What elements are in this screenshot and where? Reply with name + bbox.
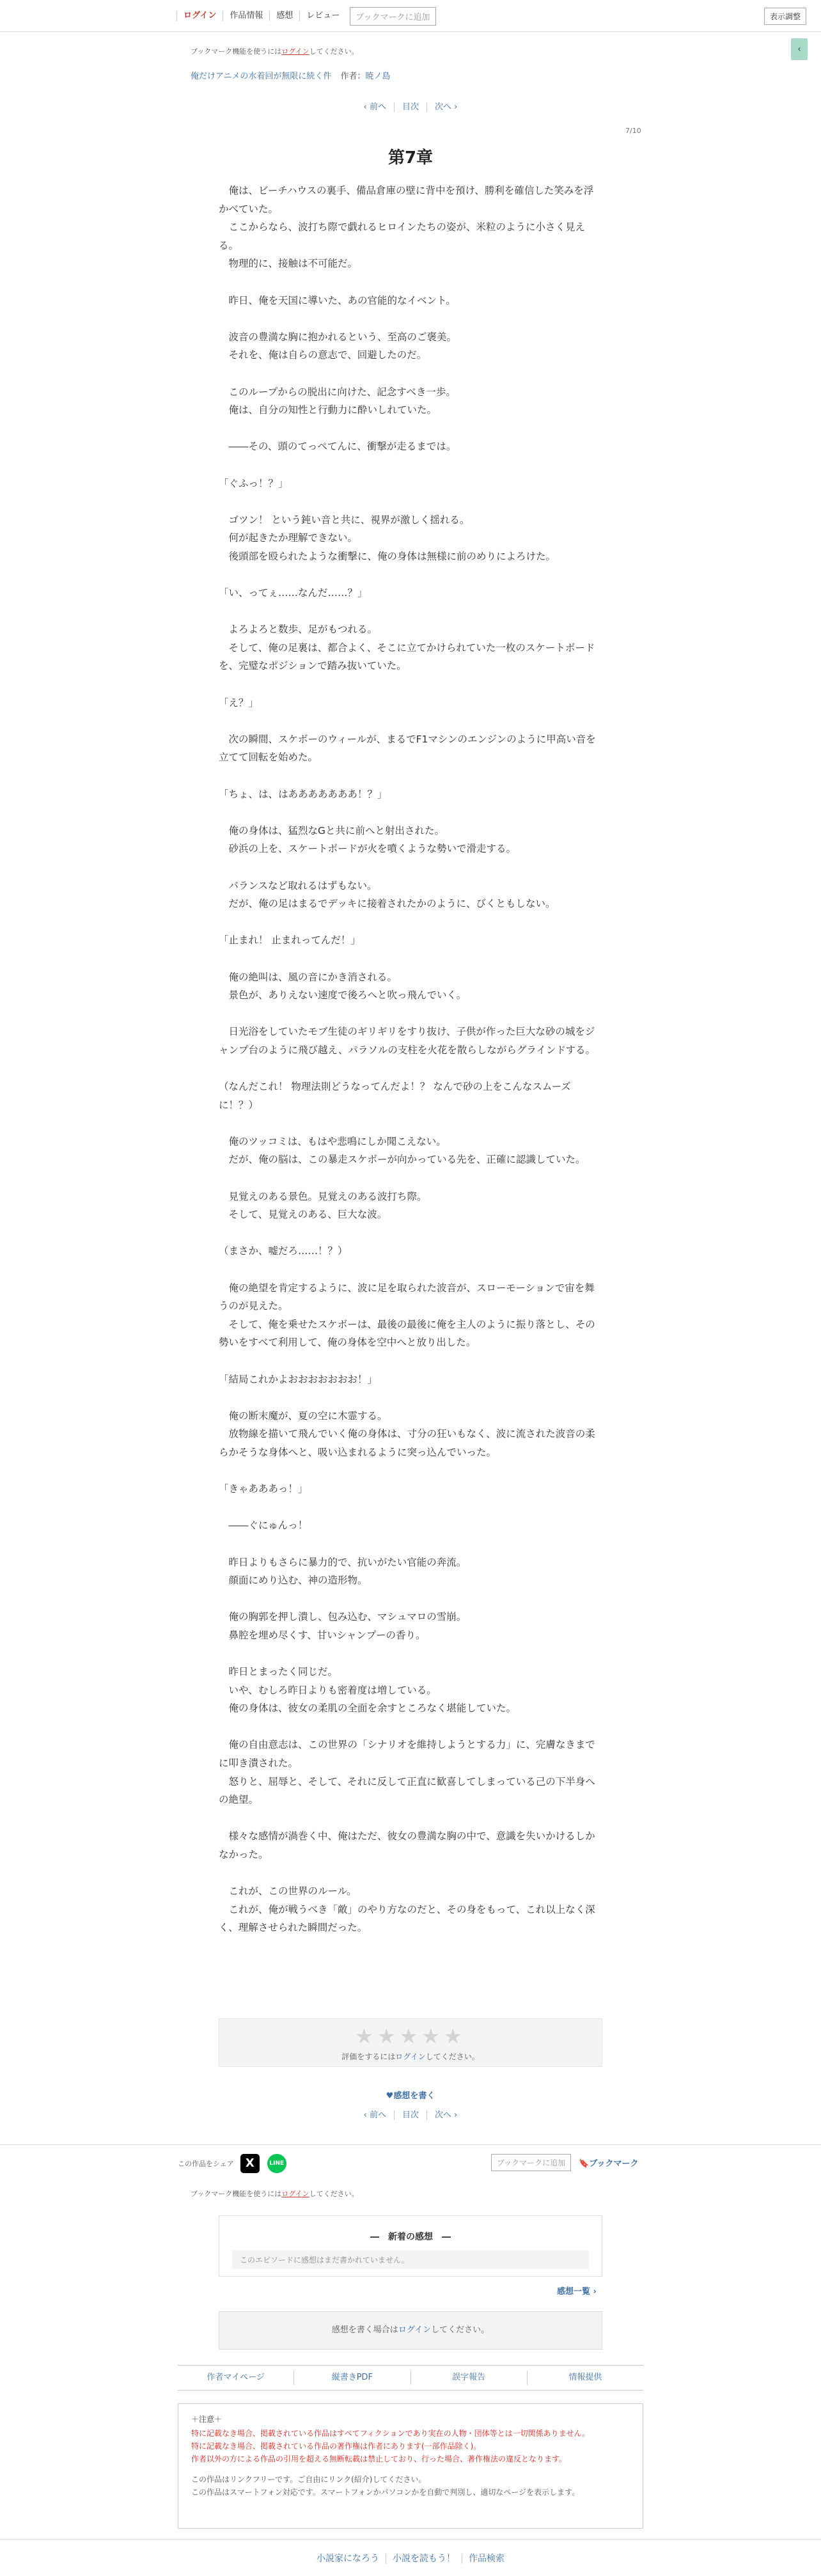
novel-paragraph: 「きゃあああっ！」 bbox=[219, 1483, 308, 1495]
novel-paragraph: 「い、ってぇ……なんだ……？」 bbox=[219, 587, 368, 599]
novel-paragraph: 「え？」 bbox=[219, 696, 259, 709]
novel-paragraph: いや、むしろ昨日よりも密着度は増している。 bbox=[219, 1684, 437, 1696]
share-bar bbox=[178, 2154, 286, 2173]
novel-paragraph: ――その、頭のてっぺてんに、衝撃が走るまでは。 bbox=[219, 441, 457, 453]
notice-login-link[interactable]: ログイン bbox=[281, 47, 309, 56]
blank-line bbox=[219, 420, 602, 438]
page-number: 7/10 bbox=[625, 127, 641, 135]
bookmark-link[interactable]: 🔖ブックマーク bbox=[579, 2159, 639, 2169]
x-share-icon[interactable]: X bbox=[240, 2154, 260, 2173]
caution-line: 特に記載なき場合、掲載されている作品はすべてフィクションであり実在の人物・団体等とは一切関係ありません。 bbox=[191, 2429, 590, 2438]
novel-paragraph: 「ちょ、は、はあああああああ！？」 bbox=[219, 788, 387, 800]
blank-line bbox=[219, 1169, 602, 1188]
novel-paragraph: だが、俺の足はまるでデッキに接着されたかのように、びくともしない。 bbox=[219, 898, 556, 910]
blank-line bbox=[219, 273, 602, 292]
blank-line bbox=[219, 1114, 602, 1133]
novel-paragraph: 日光浴をしていたモブ生徒のギリギリをすり抜け、子供が作った巨大な砂の城をジャンプ台のように飛び越え、パラソルの支柱を火花を散らしながらグラインドする。 bbox=[219, 1026, 596, 1056]
new-impressions-title: ― 新着の感想 ― bbox=[370, 2232, 451, 2242]
blank-line bbox=[219, 456, 602, 475]
add-bookmark-button[interactable]: ブックマークに追加 bbox=[491, 2154, 571, 2171]
blank-line bbox=[219, 602, 602, 621]
caution-title: ＋注意＋ bbox=[191, 2415, 223, 2424]
next-link[interactable]: 次へ › bbox=[426, 102, 465, 112]
add-bookmark-button[interactable]: ブックマークに追加 bbox=[350, 7, 435, 26]
blank-line bbox=[219, 1261, 602, 1279]
prev-link[interactable]: ‹ 前へ bbox=[363, 102, 386, 112]
novel-paragraph: よろよろと数歩、足がもつれる。 bbox=[219, 624, 378, 636]
caution-line: 作者以外の方による作品の引用を超える無断転載は禁止しており、行った場合、著作権法の違反となります。 bbox=[191, 2454, 567, 2463]
novel-paragraph: それを、俺は自らの意志で、回避したのだ。 bbox=[219, 349, 427, 361]
display-settings-button[interactable]: 表示調整 bbox=[764, 8, 806, 25]
blank-line bbox=[219, 1352, 602, 1370]
novel-paragraph: 俺は、ビーチハウスの裏手、備品倉庫の壁に背中を預け、勝利を確信した笑みを浮かべていた。 bbox=[219, 185, 594, 215]
author-label: 作者： bbox=[340, 72, 366, 81]
novel-paragraph: 見覚えのある景色。見覚えのある波打ち際。 bbox=[219, 1190, 427, 1202]
blank-line bbox=[219, 1535, 602, 1553]
novel-paragraph: 俺の絶望を肯定するように、波に足を取られた波音が、スローモーションで宙を舞うのが見えた。 bbox=[219, 1282, 595, 1312]
review-login-suffix: してください。 bbox=[431, 2325, 490, 2335]
chapter-title: 第7章 bbox=[387, 148, 434, 168]
caution-box bbox=[178, 2403, 643, 2529]
novel-paragraph: （なんだこれ！ 物理法則どうなってんだよ！？ なんで砂の上をこんなスムーズに！？） bbox=[219, 1081, 571, 1111]
blank-line bbox=[219, 492, 602, 511]
notice-suffix: してください。 bbox=[309, 47, 359, 56]
review-login-box bbox=[219, 2311, 602, 2350]
notice-prefix: ブックマーク機能を使うには bbox=[191, 47, 282, 56]
novel-paragraph: 物理的に、接触は不可能だ。 bbox=[219, 258, 358, 270]
novel-paragraph: ――ぐにゅんっ！ bbox=[219, 1520, 308, 1532]
bottom-links bbox=[0, 2552, 821, 2564]
blank-line bbox=[219, 1060, 602, 1078]
blank-line bbox=[219, 1005, 602, 1023]
next-link[interactable]: 次へ › bbox=[426, 2110, 465, 2120]
caution-line: 特に記載なき場合、掲載されている作品の著作権は作者にあります(一部作品除く)。 bbox=[191, 2442, 481, 2451]
nav-work-info[interactable]: 作品情報 bbox=[223, 11, 269, 21]
novel-paragraph: 「結局これかよおおおおおおお！」 bbox=[219, 1373, 378, 1385]
blank-line bbox=[219, 858, 602, 877]
blank-line bbox=[219, 365, 602, 383]
novel-paragraph: ゴツン！ という鈍い音と共に、視界が激しく揺れる。 bbox=[219, 514, 470, 526]
divider bbox=[0, 2144, 821, 2145]
yomou-link[interactable]: 小説を読もう！ bbox=[386, 2554, 462, 2564]
novel-paragraph: 何が起きたか理解できない。 bbox=[219, 532, 358, 544]
novel-paragraph: 俺の絶叫は、風の音にかき消される。 bbox=[219, 971, 398, 983]
novel-paragraph: これが、この世界のルール。 bbox=[219, 1885, 357, 1897]
pager-top bbox=[0, 100, 821, 112]
nav-review[interactable]: レビュー bbox=[299, 11, 346, 21]
side-menu-toggle-icon[interactable]: ‹ bbox=[791, 38, 808, 60]
novel-paragraph: 俺の胸郭を押し潰し、包み込む、マシュマロの雪崩。 bbox=[219, 1611, 467, 1623]
novel-paragraph: 「止まれ！ 止まれってんだ！」 bbox=[219, 934, 361, 946]
novel-body bbox=[219, 182, 602, 1937]
share-label: この作品をシェア bbox=[178, 2160, 234, 2168]
new-impressions-box bbox=[219, 2215, 602, 2277]
typo-report-link[interactable]: 誤字報告 bbox=[410, 2371, 527, 2385]
novel-paragraph: 砂浜の上を、スケートボードが火を噴くような勢いで滑走する。 bbox=[219, 843, 517, 855]
series-title-link[interactable]: 俺だけアニメの水着回が無限に続く件 bbox=[191, 72, 332, 81]
novel-paragraph: これが、俺が戦うべき「敵」のやり方なのだと、その身をもって、これ以上なく深く、理解させられた瞬間だった。 bbox=[219, 1903, 595, 1934]
novel-paragraph: 鼻腔を埋め尽くす、甘いシャンプーの香り。 bbox=[219, 1629, 426, 1641]
novel-paragraph: 後頭部を殴られたような衝撃に、俺の身体は無様に前のめりによろけた。 bbox=[219, 550, 556, 562]
blank-line bbox=[219, 1462, 602, 1480]
divider bbox=[0, 2539, 821, 2540]
notice-login-link[interactable]: ログイン bbox=[281, 2190, 309, 2198]
blank-line bbox=[219, 1718, 602, 1736]
impressions-list-link[interactable]: 感想一覧 › bbox=[557, 2287, 597, 2297]
novel-paragraph: そして、見覚えのある、巨大な波。 bbox=[219, 1209, 387, 1221]
rating-prefix: 評価をするには bbox=[341, 2052, 396, 2061]
info-provide-link[interactable]: 情報提供 bbox=[527, 2371, 643, 2385]
novel-paragraph: バランスなど取れるはずもない。 bbox=[219, 879, 377, 891]
blank-line bbox=[219, 1388, 602, 1407]
blank-line bbox=[219, 767, 602, 785]
narou-link[interactable]: 小説家になろう bbox=[317, 2554, 379, 2564]
blank-line bbox=[219, 565, 602, 584]
novel-paragraph: 昨日とまったく同じだ。 bbox=[219, 1666, 338, 1678]
vertical-pdf-link[interactable]: 縦書きPDF bbox=[293, 2371, 410, 2385]
novel-paragraph: 俺の身体は、彼女の柔肌の全面を余すところなく堪能していた。 bbox=[219, 1702, 517, 1715]
blank-line bbox=[219, 310, 602, 328]
novel-paragraph: 放物線を描いて飛んでいく俺の身体は、寸分の狂いもなく、波に流された波音の柔らかそうな身体へと、吸い込まれるように突っ込んでいった。 bbox=[219, 1428, 595, 1458]
blank-line bbox=[219, 1590, 602, 1608]
novel-paragraph: 俺の自由意志は、この世界の「シナリオを維持しようとする力」に、完膚なきまでに叩き潰された。 bbox=[219, 1739, 595, 1770]
novel-paragraph: 俺は、自分の知性と行動力に酔いしれていた。 bbox=[219, 404, 437, 416]
review-login-prefix: 感想を書く場合は bbox=[331, 2325, 398, 2335]
novel-paragraph: 波音の豊満な胸に抱かれるという、至高のご褒美。 bbox=[219, 331, 457, 343]
toc-link[interactable]: 目次 bbox=[394, 2110, 426, 2120]
share-bookmark bbox=[491, 2154, 638, 2171]
blank-line bbox=[219, 1498, 602, 1517]
blank-line bbox=[219, 1809, 602, 1828]
blank-line bbox=[219, 675, 602, 694]
novel-paragraph: だが、俺の脳は、この暴走スケボーが向かっている先を、正確に認識していた。 bbox=[219, 1154, 586, 1166]
no-impressions-message: このエピソードに感想はまだ書かれていません。 bbox=[232, 2250, 589, 2269]
notice-suffix: してください。 bbox=[309, 2190, 359, 2198]
author-link[interactable]: 暁ノ島 bbox=[365, 72, 391, 81]
series-info bbox=[191, 69, 391, 81]
rating-suffix: してください。 bbox=[425, 2052, 480, 2061]
novel-paragraph: ここからなら、波打ち際で戯れるヒロインたちの姿が、米粒のように小さく見える。 bbox=[219, 221, 586, 251]
prev-link[interactable]: ‹ 前へ bbox=[363, 2110, 386, 2120]
novel-paragraph: 俺のツッコミは、もはや悲鳴にしか聞こえない。 bbox=[219, 1135, 446, 1147]
top-bar bbox=[0, 0, 821, 32]
caution-line: この作品はスマートフォン対応です。スマートフォンかパソコンかを自動で判別し、適切なページを表示します。 bbox=[191, 2488, 580, 2497]
rating-login-link[interactable]: ログイン bbox=[395, 2052, 426, 2061]
pager-bottom bbox=[0, 2108, 821, 2120]
footer-links-bar bbox=[178, 2365, 643, 2391]
line-share-icon[interactable]: LINE bbox=[267, 2154, 286, 2173]
write-review-link[interactable]: ♥感想を書く bbox=[386, 2091, 435, 2101]
nav-login[interactable]: ログイン bbox=[176, 11, 223, 21]
novel-paragraph: 俺の断末魔が、夏の空に木霊する。 bbox=[219, 1410, 387, 1422]
rating-login-notice bbox=[219, 2051, 602, 2062]
novel-paragraph: （まさか、嘘だろ……！？） bbox=[219, 1245, 348, 1257]
caution-line: この作品はリンクフリーです。ご自由にリンク(紹介)してください。 bbox=[191, 2475, 426, 2484]
novel-paragraph: 「ぐふっ！？」 bbox=[219, 477, 288, 489]
novel-paragraph: 様々な感情が渦巻く中、俺はただ、彼女の豊満な胸の中で、意識を失いかけるしかなかった。 bbox=[219, 1830, 595, 1861]
bookmark-login-notice bbox=[191, 2188, 359, 2199]
novel-paragraph: 怒りと、屈辱と、そして、それに反して正直に歓喜してしまっている己の下半身への絶望。 bbox=[219, 1775, 595, 1806]
novel-paragraph: そして、俺を乗せたスケボーは、最後の最後に俺を主人のように振り落とし、その勢いをすべて利用して、俺の身体を空中へと放り出した。 bbox=[219, 1318, 595, 1349]
notice-prefix: ブックマーク機能を使うには bbox=[191, 2190, 282, 2198]
nav-impressions[interactable]: 感想 bbox=[269, 11, 299, 21]
blank-line bbox=[219, 712, 602, 730]
top-nav bbox=[176, 4, 436, 28]
novel-paragraph: 景色が、ありえない速度で後ろへと吹っ飛んでいく。 bbox=[219, 989, 467, 1001]
rating-box bbox=[219, 2018, 602, 2067]
novel-paragraph: 昨日、俺を天国に導いた、あの官能的なイベント。 bbox=[219, 294, 456, 306]
novel-paragraph: 昨日よりもさらに暴力的で、抗いがたい官能の奔流。 bbox=[219, 1556, 467, 1568]
toc-link[interactable]: 目次 bbox=[394, 102, 426, 112]
blank-line bbox=[219, 913, 602, 932]
blank-line bbox=[219, 1224, 602, 1243]
novel-paragraph: このループからの脱出に向けた、記念すべき一歩。 bbox=[219, 386, 456, 398]
blank-line bbox=[219, 1864, 602, 1883]
novel-paragraph: 顔面にめり込む、神の造形物。 bbox=[219, 1575, 368, 1587]
blank-line bbox=[219, 950, 602, 968]
blank-line bbox=[219, 803, 602, 822]
author-page-link[interactable]: 作者マイページ bbox=[207, 2373, 265, 2382]
rating-stars-icon[interactable]: ★★★★★ bbox=[355, 2024, 466, 2048]
novel-paragraph: 次の瞬間、スケボーのウィールが、まるでF1マシンのエンジンのように甲高い音を立てて回転を始めた。 bbox=[219, 733, 596, 764]
blank-line bbox=[219, 1645, 602, 1663]
review-login-link[interactable]: ログイン bbox=[398, 2325, 432, 2335]
search-link[interactable]: 作品検索 bbox=[462, 2554, 511, 2564]
novel-paragraph: そして、俺の足裏は、都合よく、そこに立てかけられていた一枚のスケートボードを、完璧なポジションで踏み抜いていた。 bbox=[219, 641, 595, 672]
bookmark-login-notice bbox=[191, 46, 359, 56]
novel-paragraph: 俺の身体は、猛烈なGと共に前へと射出された。 bbox=[219, 824, 445, 836]
